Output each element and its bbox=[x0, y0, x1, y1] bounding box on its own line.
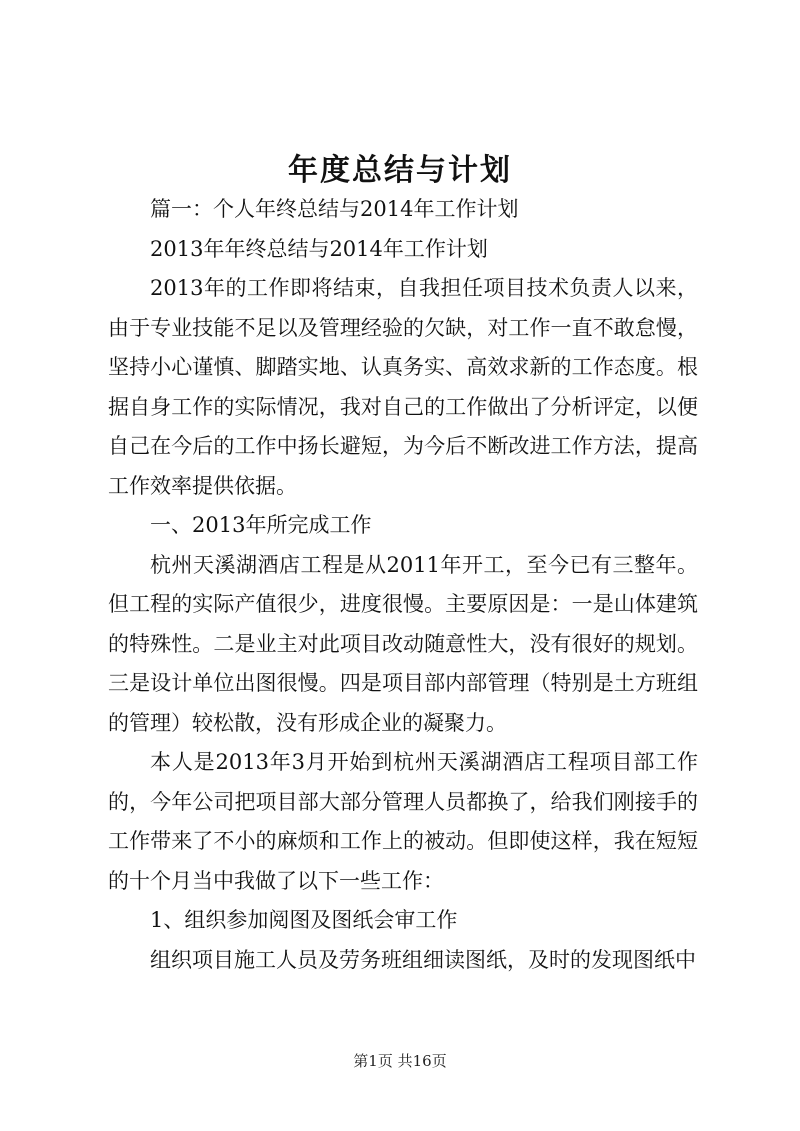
document-title: 年度总结与计划 bbox=[288, 153, 512, 188]
paragraph-work: 本人是2013年3月开始到杭州天溪湖酒店工程项目部工作的，今年公司把项目部大部分管理人员都换了，给我们刚接手的工作带来了不小的麻烦和工作上的被动。但即使这样，我在短短的十个月当中我做了以下一些工作： bbox=[108, 750, 698, 893]
paragraph-drawings: 组织项目施工人员及劳务班组细读图纸，及时的发现图纸中 bbox=[150, 947, 696, 972]
paragraph-intro: 2013年的工作即将结束，自我担任项目技术负责人以来，由于专业技能不足以及管理经验的欠缺，对工作一直不敢怠慢，坚持小心谨慎、脚踏实地、认真务实、高效求新的工作态度。根据自身工作的实际情况，我对自己的工作做出了分析评定，以便自己在今后的工作中扬长避短，为今后不断改进工作方法，提高工作效率提供依据。 bbox=[108, 276, 698, 498]
paragraph-heading: 2013年年终总结与2014年工作计划 bbox=[150, 236, 488, 261]
document-body bbox=[108, 190, 698, 980]
subsection-heading-1: 1、组织参加阅图及图纸会审工作 bbox=[150, 908, 458, 932]
page-footer: 第1页 共16页 bbox=[353, 1052, 447, 1070]
section-heading-1: 一、2013年所完成工作 bbox=[150, 513, 372, 537]
paragraph-project: 杭州天溪湖酒店工程是从2011年开工，至今已有三整年。但工程的实际产值很少，进度很慢。主要原因是：一是山体建筑的特殊性。二是业主对此项目改动随意性大，没有很好的规划。三是设计单位出图很慢。四是项目部内部管理（特别是土方班组的管理）较松散，没有形成企业的凝聚力。 bbox=[108, 552, 698, 735]
paragraph-subtitle: 篇一：个人年终总结与2014年工作计划 bbox=[150, 197, 519, 221]
